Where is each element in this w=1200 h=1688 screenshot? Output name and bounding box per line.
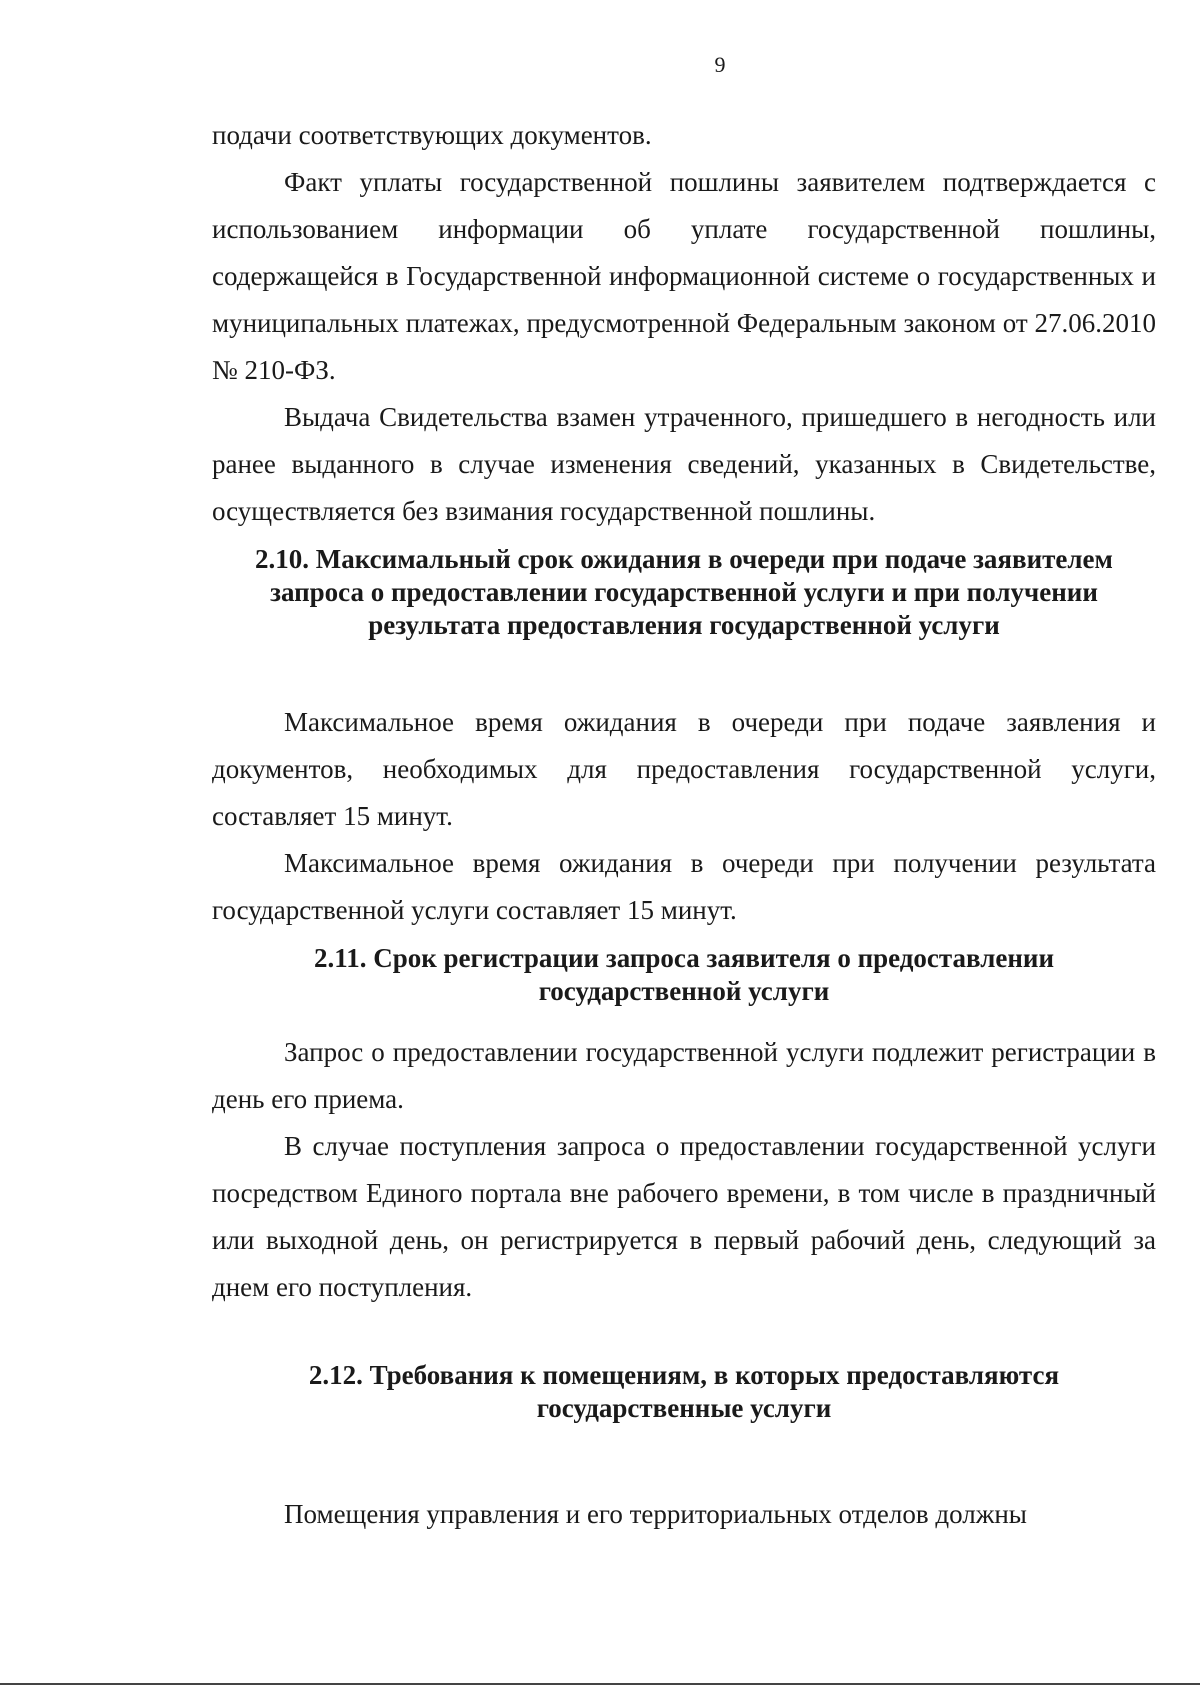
- bottom-divider: [0, 1683, 1200, 1685]
- section-heading-2-11: [212, 942, 1156, 1008]
- paragraph-certificate-issue: Выдача Свидетельства взамен утраченного, пришедшего в негодность или ранее выданного в случае изменения сведений, указанных в Свидетельстве, осуществляется без взимания государственной пошлины.: [212, 402, 1156, 526]
- heading-line: 2.10. Максимальный срок ожидания в очереди при подаче заявителем: [255, 544, 1113, 574]
- paragraph-max-wait-result: Максимальное время ожидания в очереди при получении результата государственной услуги составляет 15 минут.: [212, 848, 1156, 925]
- heading-line: государственной услуги: [538, 976, 830, 1006]
- heading-line: государственные услуги: [536, 1393, 832, 1423]
- paragraph-continuation: подачи соответствующих документов.: [212, 120, 652, 150]
- document-page: [212, 112, 1156, 1538]
- heading-line: 2.12. Требования к помещениям, в которых предоставляются: [308, 1360, 1060, 1390]
- section-heading-2-12: [212, 1359, 1156, 1425]
- page-number: 9: [714, 52, 726, 77]
- paragraph-fee-payment: Факт уплаты государственной пошлины заявителем подтверждается с использованием информации об уплате государственной пошлины, содержащейся в Государственной информационной системе о государственных и муниципальных платежах, предусмотренной Федеральным законом от 27.06.2010 № 210-ФЗ.: [212, 167, 1156, 385]
- paragraph-portal-request: В случае поступления запроса о предоставлении государственной услуги посредством Единого портала вне рабочего времени, в том числе в праздничный или выходной день, он регистрируется в первый рабочий день, следующий за днем его поступления.: [212, 1131, 1156, 1302]
- heading-line: запроса о предоставлении государственной услуги и при получении: [270, 577, 1098, 607]
- heading-line: 2.11. Срок регистрации запроса заявителя о предоставлении: [313, 943, 1055, 973]
- heading-line: результата предоставления государственной услуги: [368, 610, 1000, 640]
- section-heading-2-10: [212, 543, 1156, 642]
- paragraph-premises: Помещения управления и его территориальных отделов должны: [284, 1499, 1027, 1529]
- paragraph-max-wait-submission: Максимальное время ожидания в очереди при подаче заявления и документов, необходимых для предоставления государственной услуги, составляет 15 минут.: [212, 707, 1156, 831]
- paragraph-request-registration: Запрос о предоставлении государственной услуги подлежит регистрации в день его приема.: [212, 1037, 1156, 1114]
